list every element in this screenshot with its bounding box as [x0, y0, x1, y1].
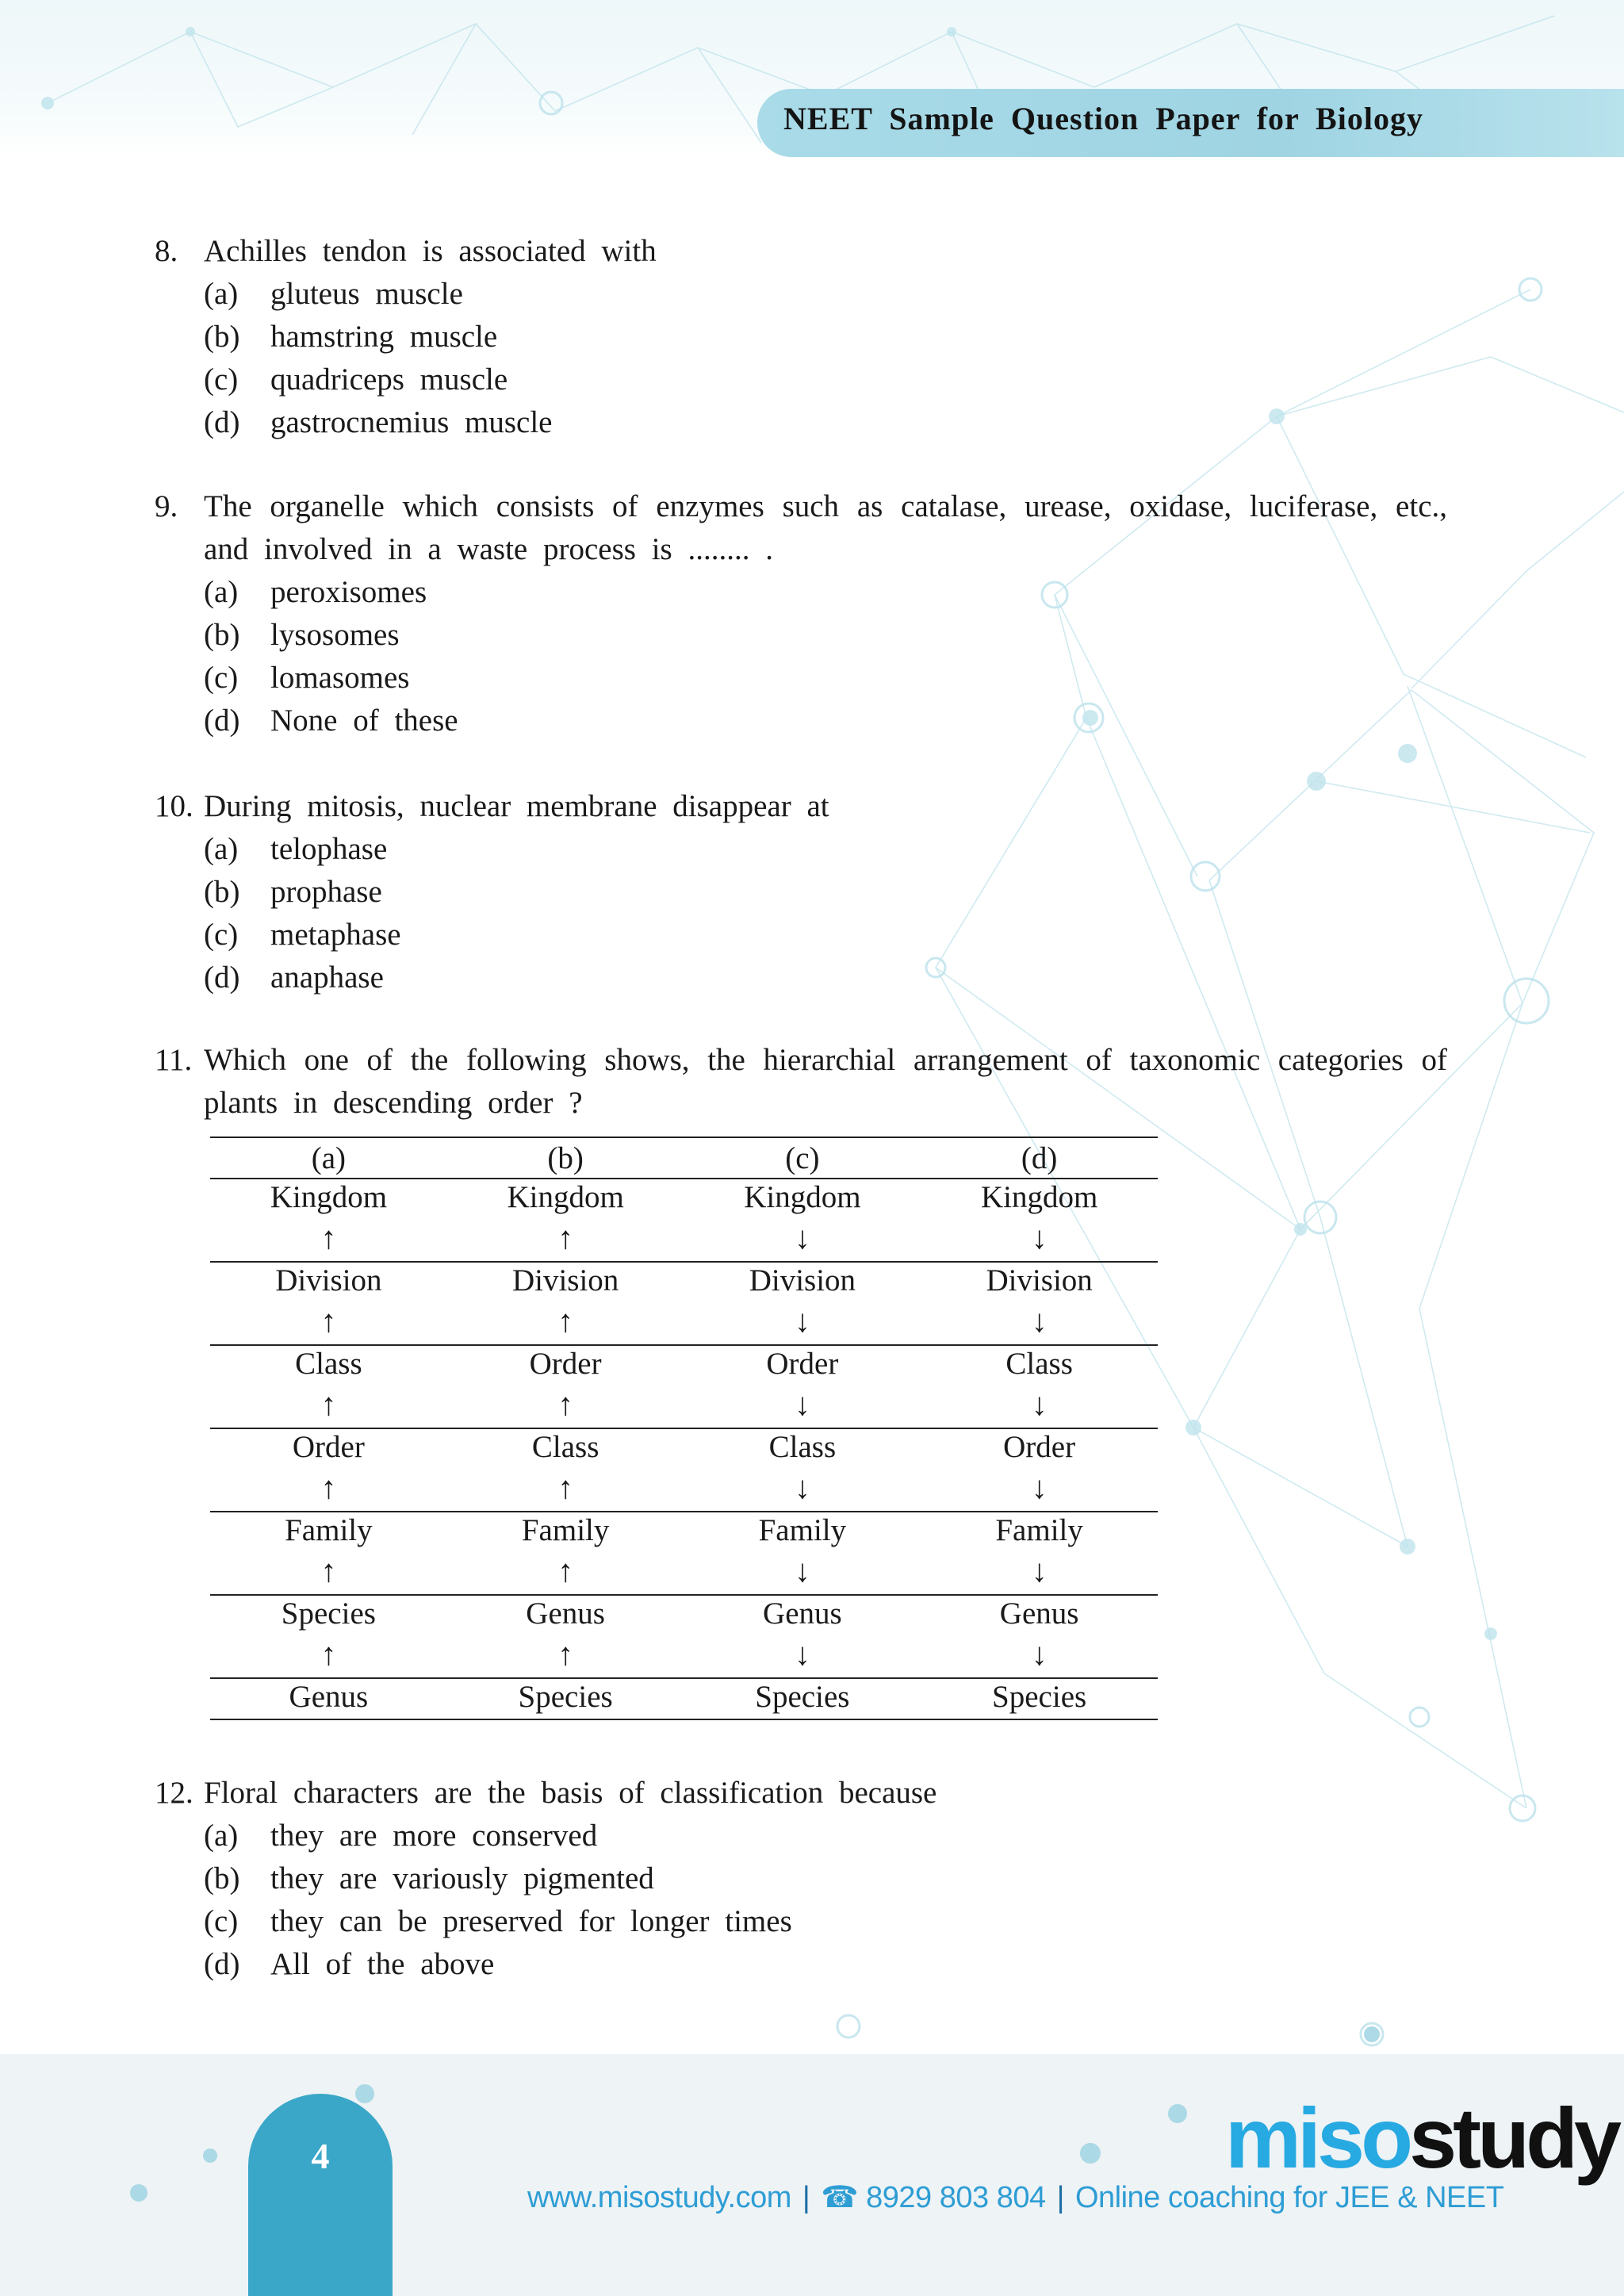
question-stem: Floral characters are the basis of classification because [204, 1776, 937, 1810]
table-cell: Division ↓ [684, 1262, 921, 1345]
up-arrow-icon: ↑ [557, 1553, 574, 1589]
question-number: 10. [155, 789, 193, 823]
up-arrow-icon: ↑ [320, 1470, 337, 1505]
option-d: (d) None of these [204, 703, 458, 738]
option-c: (c) lomasomes [204, 661, 410, 695]
up-arrow-icon: ↑ [557, 1303, 574, 1339]
table-cell: Order ↑ [210, 1428, 447, 1512]
table-cell: Class ↑ [210, 1345, 447, 1428]
down-arrow-icon: ↓ [1031, 1220, 1048, 1255]
table-header-cell: (d) [921, 1137, 1158, 1179]
table-cell: Order ↓ [921, 1428, 1158, 1512]
option-b: (b) hamstring muscle [204, 320, 498, 354]
table-cell: Division ↑ [447, 1262, 684, 1345]
down-arrow-icon: ↓ [1031, 1470, 1048, 1505]
up-arrow-icon: ↑ [320, 1553, 337, 1589]
down-arrow-icon: ↓ [1031, 1386, 1048, 1422]
table-header-cell: (c) [684, 1137, 921, 1179]
table-cell: Order ↓ [684, 1345, 921, 1428]
table-cell: Genus ↓ [921, 1595, 1158, 1678]
table-cell: Kingdom ↑ [447, 1179, 684, 1262]
down-arrow-icon: ↓ [794, 1303, 810, 1339]
down-arrow-icon: ↓ [794, 1220, 810, 1255]
option-c: (c) quadriceps muscle [204, 362, 508, 397]
question-number: 12. [155, 1776, 193, 1810]
option-d: (d) gastrocnemius muscle [204, 405, 553, 439]
table-header-cell: (a) [210, 1137, 447, 1179]
table-cell: Family ↑ [210, 1512, 447, 1595]
up-arrow-icon: ↑ [320, 1303, 337, 1339]
option-a: (a) gluteus muscle [204, 277, 463, 311]
option-b: (b) they are variously pigmented [204, 1861, 654, 1895]
up-arrow-icon: ↑ [557, 1636, 574, 1672]
footer-contact-line: www.misostudy.com | ☎ 8929 803 804 | Online coaching for JEE & NEET [527, 2181, 1504, 2214]
table-cell: Genus ↓ [684, 1595, 921, 1678]
table-cell: Genus [210, 1678, 447, 1719]
question-number: 9. [155, 489, 178, 523]
up-arrow-icon: ↑ [557, 1470, 574, 1505]
website-link[interactable]: www.misostudy.com [527, 2181, 791, 2214]
phone-number: ☎ 8929 803 804 [821, 2181, 1046, 2214]
table-cell: Kingdom ↓ [684, 1179, 921, 1262]
down-arrow-icon: ↓ [794, 1470, 810, 1505]
down-arrow-icon: ↓ [794, 1553, 810, 1589]
down-arrow-icon: ↓ [1031, 1636, 1048, 1672]
option-c: (c) they can be preserved for longer times [204, 1904, 792, 1938]
table-cell: Species [684, 1678, 921, 1719]
up-arrow-icon: ↑ [320, 1220, 337, 1255]
table-cell: Family ↓ [921, 1512, 1158, 1595]
question-number: 8. [155, 234, 178, 268]
question-stem: Which one of the following shows, the hierarchial arrangement of taxonomic categories of plants in descending order ? [204, 1043, 1447, 1120]
page-header-title: NEET Sample Question Paper for Biology [783, 101, 1423, 136]
footer-tagline: Online coaching for JEE & NEET [1074, 2181, 1504, 2214]
question-number: 11. [155, 1043, 193, 1077]
table-cell: Species ↑ [210, 1595, 447, 1678]
down-arrow-icon: ↓ [794, 1386, 810, 1422]
up-arrow-icon: ↑ [557, 1386, 574, 1422]
question-stem: The organelle which consists of enzymes such as catalase, urease, oxidase, luciferase, etc., and involved in a waste process is ........ . [204, 489, 1447, 566]
option-b: (b) lysosomes [204, 618, 400, 652]
option-b: (b) prophase [204, 875, 382, 909]
table-cell: Kingdom ↓ [921, 1179, 1158, 1262]
table-cell: Order ↑ [447, 1345, 684, 1428]
down-arrow-icon: ↓ [794, 1636, 810, 1672]
question-stem: Achilles tendon is associated with [204, 234, 657, 268]
page-number: 4 [311, 2136, 330, 2176]
table-cell: Class ↓ [921, 1345, 1158, 1428]
option-a: (a) they are more conserved [204, 1819, 598, 1853]
up-arrow-icon: ↑ [320, 1636, 337, 1672]
table-cell: Species [921, 1678, 1158, 1719]
question-stem: During mitosis, nuclear membrane disappear at [204, 789, 829, 823]
table-cell: Species [447, 1678, 684, 1719]
option-a: (a) telophase [204, 832, 388, 866]
up-arrow-icon: ↑ [320, 1386, 337, 1422]
option-a: (a) peroxisomes [204, 575, 427, 609]
table-cell: Division ↓ [921, 1262, 1158, 1345]
page-number-tab [248, 2094, 393, 2296]
table-cell: Class ↑ [447, 1428, 684, 1512]
down-arrow-icon: ↓ [1031, 1553, 1048, 1589]
misostudy-logo: misostudy [1225, 2090, 1618, 2186]
table-cell: Genus ↑ [447, 1595, 684, 1678]
table-header-cell: (b) [447, 1137, 684, 1179]
option-d: (d) All of the above [204, 1947, 495, 1981]
down-arrow-icon: ↓ [1031, 1303, 1048, 1339]
table-cell: Family ↓ [684, 1512, 921, 1595]
table-cell: Kingdom ↑ [210, 1179, 447, 1262]
option-c: (c) metaphase [204, 918, 401, 952]
up-arrow-icon: ↑ [557, 1220, 574, 1255]
option-d: (d) anaphase [204, 960, 384, 995]
table-cell: Class ↓ [684, 1428, 921, 1512]
table-cell: Division ↑ [210, 1262, 447, 1345]
table-cell: Family ↑ [447, 1512, 684, 1595]
